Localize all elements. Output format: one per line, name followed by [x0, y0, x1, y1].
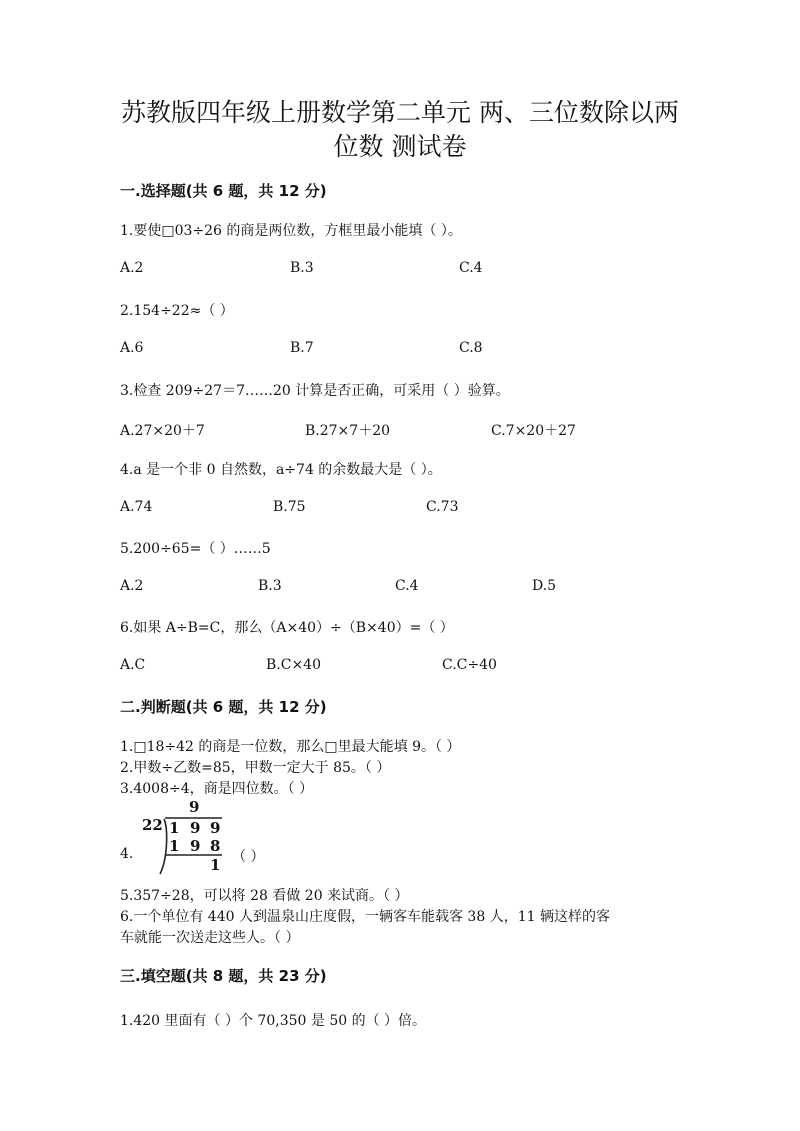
option-a: A.27×20＋7 [120, 423, 205, 439]
product-digit: 8 [210, 837, 221, 855]
question-5: 5.200÷65=（ ）……5 [120, 541, 271, 557]
option-c: C.4 [459, 260, 483, 276]
option-b: B.7 [290, 340, 314, 356]
dividend-digit: 9 [210, 819, 221, 837]
long-division-figure [130, 798, 240, 876]
option-a: A.2 [120, 578, 144, 594]
section-heading-true-false: 二.判断题(共 6 题，共 12 分) [120, 698, 327, 716]
quotient-digit: 9 [189, 798, 200, 816]
question-5: 5.357÷28，可以将 28 看做 20 来试商。（ ） [120, 888, 409, 904]
remainder-digit: 1 [210, 856, 221, 874]
document-title-line-2: 位数 测试卷 [333, 132, 467, 161]
option-c: C.7×20＋27 [491, 423, 576, 439]
question-4: 4.a 是一个非 0 自然数，a÷74 的余数最大是（ ）。 [120, 462, 442, 478]
division-bracket-lines [130, 798, 240, 876]
dividend-digit: 9 [190, 819, 201, 837]
question-1: 1.420 里面有（ ）个 70,350 是 50 的（ ）倍。 [120, 1013, 427, 1029]
question-4-label: 4. [120, 846, 134, 862]
question-1: 1.要使□03÷26 的商是两位数，方框里最小能填（ ）。 [120, 223, 462, 239]
option-a: A.2 [120, 260, 144, 276]
section-heading-fill-in: 三.填空题(共 8 题，共 23 分) [120, 967, 327, 985]
option-b: B.3 [258, 578, 282, 594]
option-d: D.5 [532, 578, 557, 594]
question-3: 3.检查 209÷27＝7……20 计算是否正确，可采用（ ）验算。 [120, 383, 510, 399]
divisor: 22 [142, 816, 163, 834]
question-1: 1.□18÷42 的商是一位数，那么□里最大能填 9。（ ） [120, 739, 461, 755]
option-b: B.75 [273, 499, 306, 515]
option-c: C.C÷40 [442, 657, 497, 673]
section-heading-choice: 一.选择题(共 6 题，共 12 分) [120, 182, 327, 200]
option-c: C.4 [395, 578, 419, 594]
option-b: B.C×40 [266, 657, 321, 673]
question-6: 6.如果 A÷B=C，那么（A×40）÷（B×40）=（ ） [120, 620, 454, 636]
question-2: 2.甲数÷乙数=85，甲数一定大于 85。（ ） [120, 760, 391, 776]
question-2: 2.154÷22≈（ ） [120, 303, 234, 319]
question-6-line-1: 6.一个单位有 440 人到温泉山庄度假，一辆客车能载客 38 人，11 辆这样的客 [120, 909, 610, 925]
option-a: A.74 [120, 499, 153, 515]
question-4-answer-paren: （ ） [232, 849, 265, 865]
option-c: C.8 [459, 340, 483, 356]
option-b: B.27×7＋20 [305, 423, 391, 439]
option-b: B.3 [290, 260, 314, 276]
option-c: C.73 [426, 499, 459, 515]
question-3: 3.4008÷4，商是四位数。（ ） [120, 781, 314, 797]
product-digit: 9 [190, 837, 201, 855]
document-title-line-1: 苏教版四年级上册数学第二单元 两、三位数除以两 [121, 98, 679, 127]
product-digit: 1 [169, 837, 180, 855]
option-a: A.6 [120, 340, 144, 356]
dividend-digit: 1 [169, 819, 180, 837]
option-a: A.C [120, 657, 146, 673]
question-6-line-2: 车就能一次送走这些人。（ ） [120, 930, 300, 946]
